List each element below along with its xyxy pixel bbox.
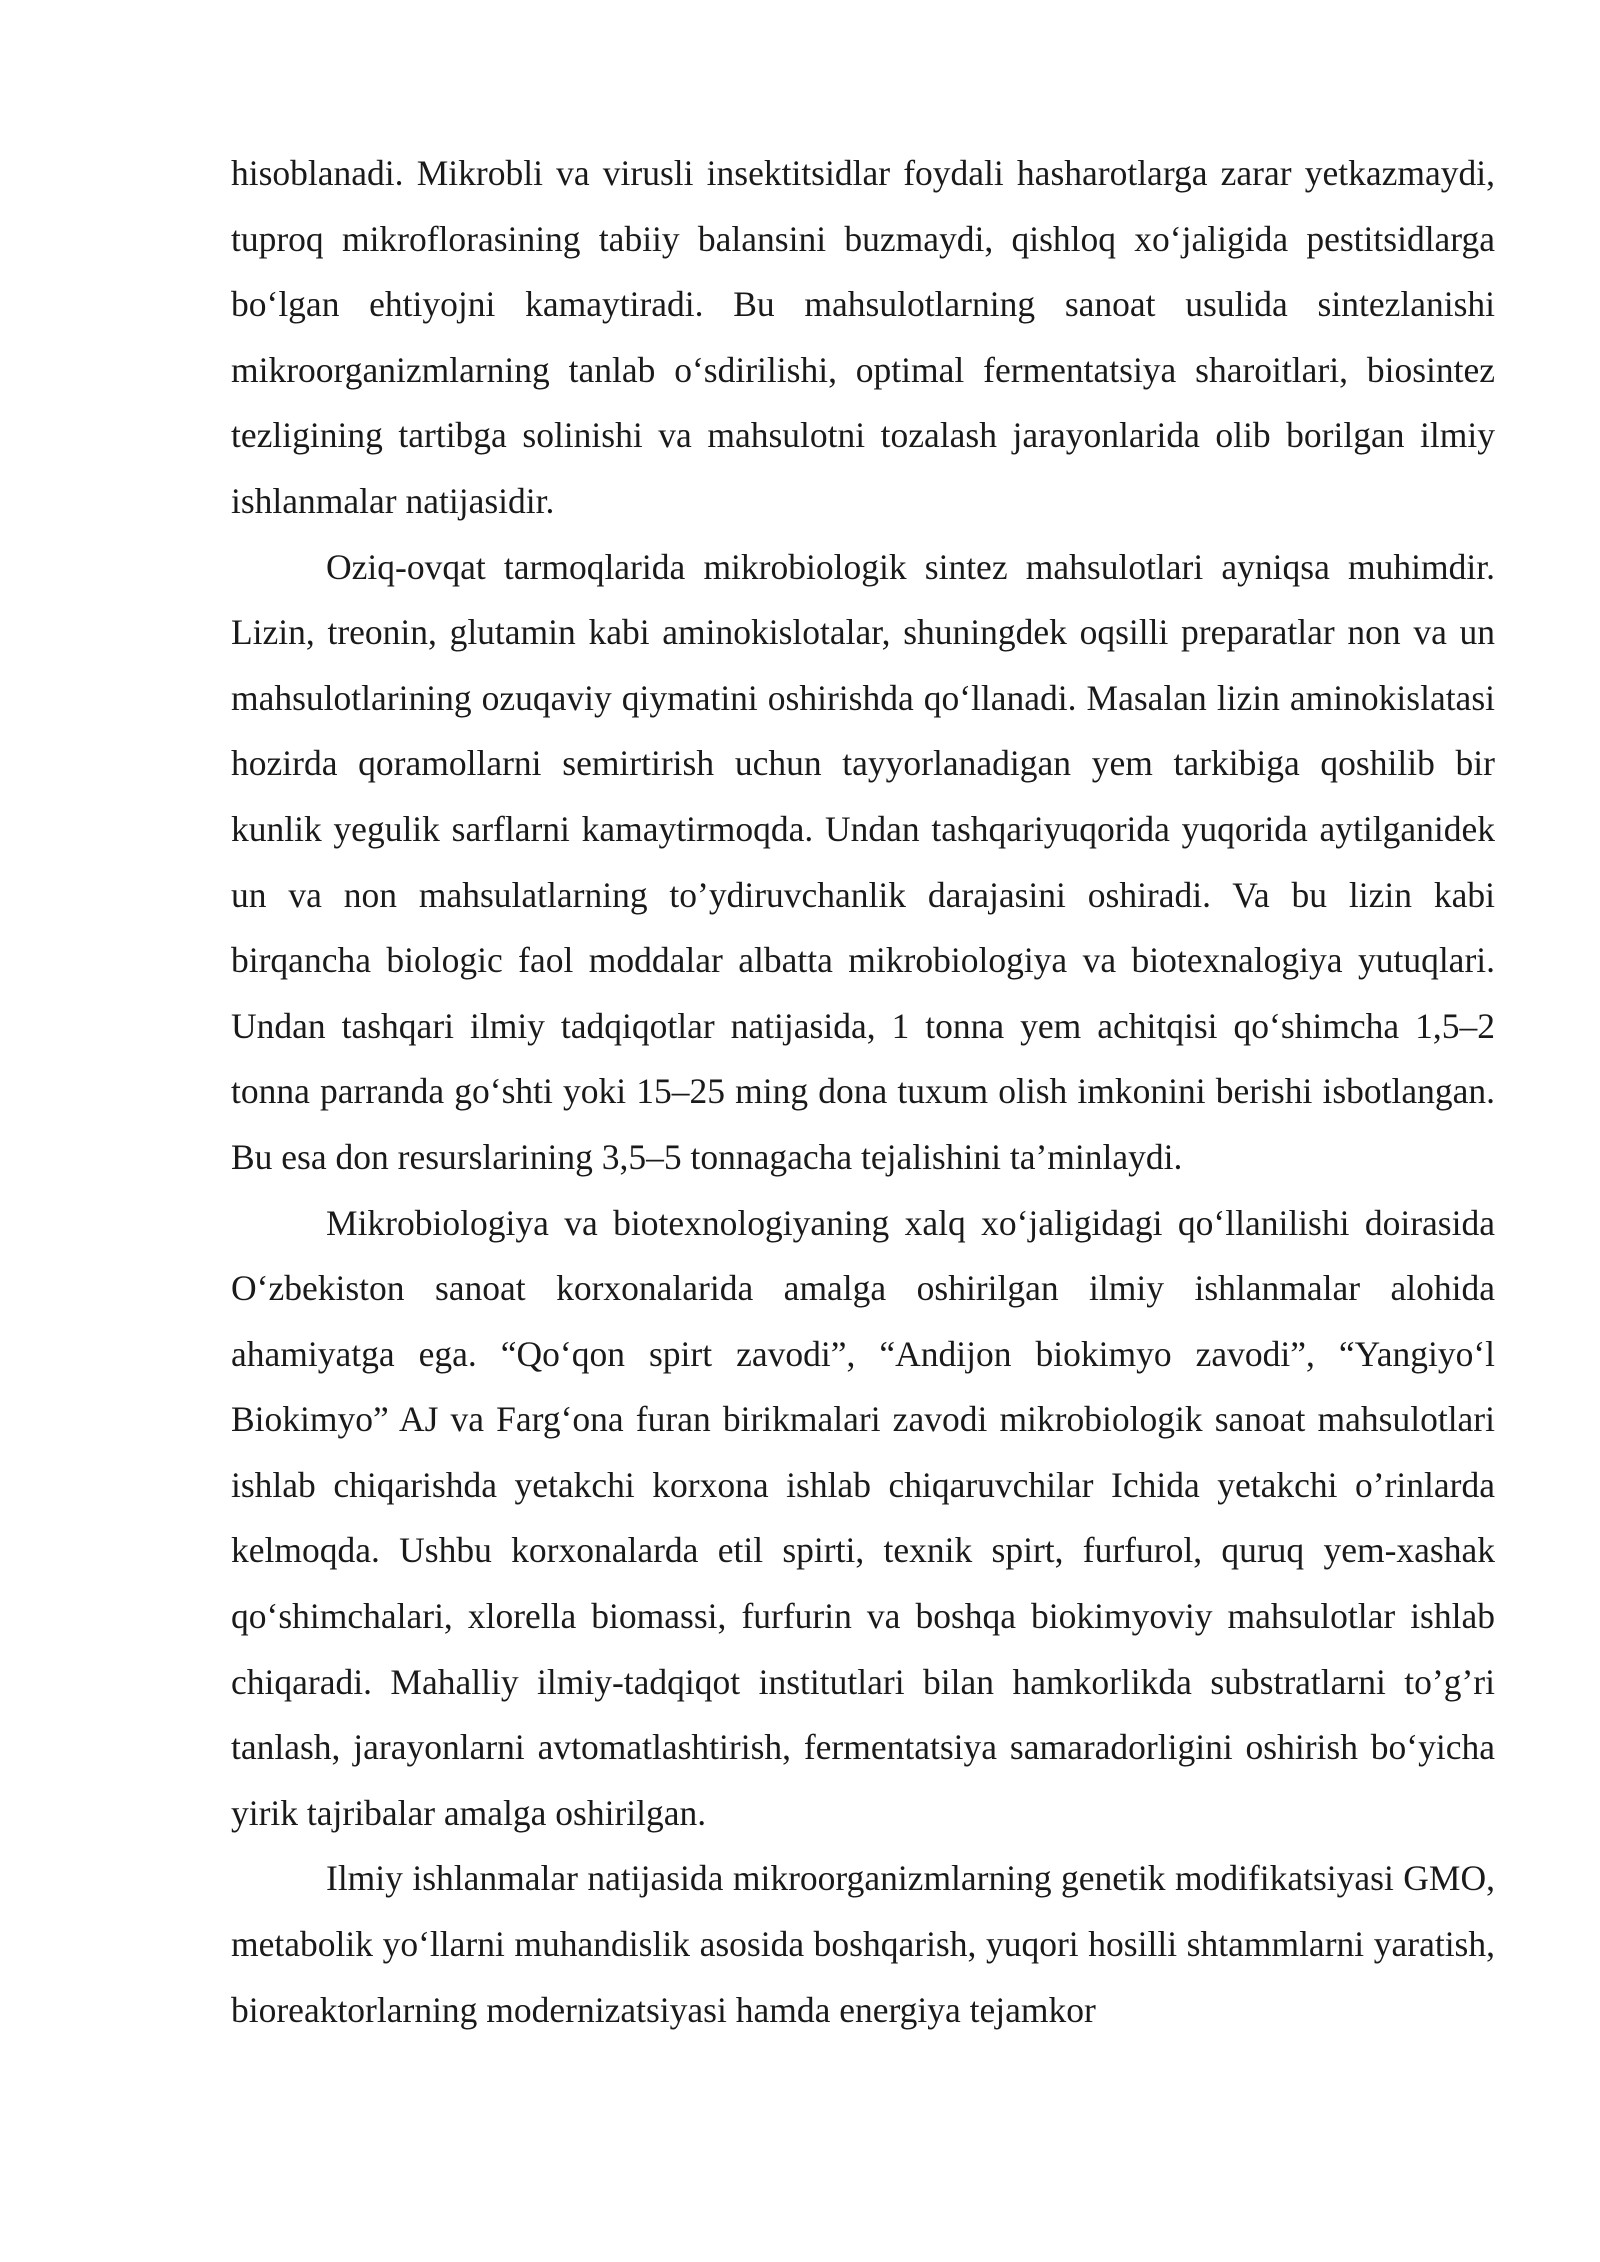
paragraph-3: Mikrobiologiya va biotexnologiyaning xalq xo‘jaligidagi qo‘llanilishi doirasida O‘zbekiston sanoat korxonalarida amalga oshirilgan ilmiy ishlanmalar alohida ahamiyatga ega. “Qo‘qon spirt zavodi”, “Andijon biokimyo zavodi”, “Yangiyo‘l Biokimyo” AJ va Farg‘ona furan birikmalari zavodi mikrobiologik sanoat mahsulotlari ishlab chiqarishda yetakchi korxona ishlab chiqaruvchilar Ichida yetakchi o’rinlarda kelmoqda. Ushbu korxonalarda etil spirti, texnik spirt, furfurol, quruq yem-xashak qo‘shimchalari, xlorella biomassi, furfurin va boshqa biokimyoviy mahsulotlar ishlab chiqaradi. Mahalliy ilmiy-tadqiqot institutlari bilan hamkorlikda substratlarni to’g’ri tanlash, jarayonlarni avtomatlashtirish, fermentatsiya samaradorligini oshirish bo‘yicha yirik tajribalar amalga oshirilgan. [231, 1202, 1495, 1833]
paragraph-2: Oziq-ovqat tarmoqlarida mikrobiologik sintez mahsulotlari ayniqsa muhimdir. Lizin, treonin, glutamin kabi aminokislotalar, shuningdek oqsilli preparatlar non va un mahsulotlarining ozuqaviy qiymatini oshirishda qo‘llanadi. Masalan lizin aminokislatasi hozirda qoramollarni semirtirish uchun tayyorlanadigan yem tarkibiga qoshilib bir kunlik yegulik sarflarni kamaytirmoqda. Undan tashqariyuqorida yuqorida aytilganidek un va non mahsulatlarning to’ydiruvchanlik darajasini oshiradi. Va bu lizin kabi birqancha biologic faol moddalar albatta mikrobiologiya va biotexnalogiya yutuqlari. Undan tashqari ilmiy tadqiqotlar natijasida, 1 tonna yem achitqisi qo‘shimcha 1,5–2 tonna parranda go‘shti yoki 15–25 ming dona tuxum olish imkonini berishi isbotlangan. Bu esa don resurslarining 3,5–5 tonnagacha tejalishini ta’minlaydi. [231, 546, 1495, 1177]
document-page [231, 141, 1495, 2043]
paragraph-4: Ilmiy ishlanmalar natijasida mikroorganizmlarning genetik modifikatsiyasi GMO, metabolik yo‘llarni muhandislik asosida boshqarish, yuqori hosilli shtammlarni yaratish, bioreaktorlarning modernizatsiyasi hamda energiya tejamkor [231, 1858, 1495, 2030]
paragraph-1: hisoblanadi. Mikrobli va virusli insektitsidlar foydali hasharotlarga zarar yetkazmaydi, tuproq mikroflorasining tabiiy balansini buzmaydi, qishloq xo‘jaligida pestitsidlarga bo‘lgan ehtiyojni kamaytiradi. Bu mahsulotlarning sanoat usulida sintezlanishi mikroorganizmlarning tanlab o‘sdirilishi, optimal fermentatsiya sharoitlari, biosintez tezligining tartibga solinishi va mahsulotni tozalash jarayonlarida olib borilgan ilmiy ishlanmalar natijasidir. [231, 153, 1495, 521]
